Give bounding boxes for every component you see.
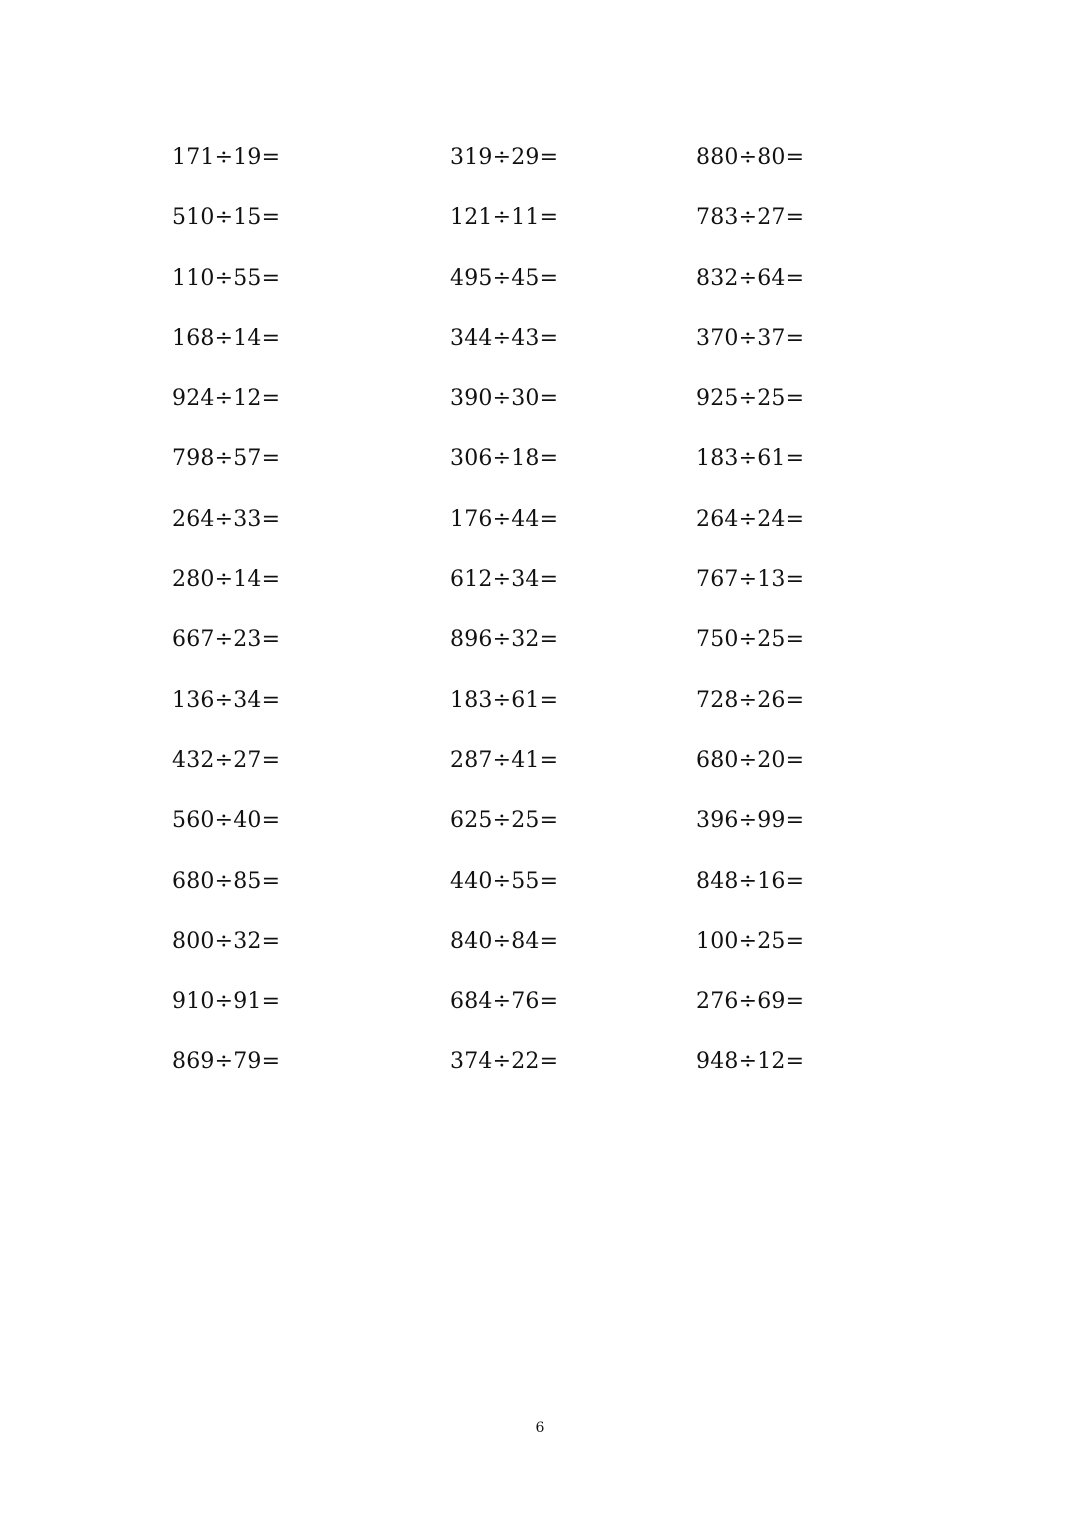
division-problem: 374÷22= (450, 1049, 559, 1075)
division-problem: 667÷23= (172, 627, 281, 653)
problem-grid (172, 138, 896, 1103)
division-problem: 510÷15= (172, 205, 281, 231)
division-problem: 798÷57= (172, 446, 281, 472)
division-problem: 896÷32= (450, 627, 559, 653)
division-problem: 396÷99= (696, 808, 805, 834)
division-problem: 680÷20= (696, 747, 805, 773)
division-problem: 495÷45= (450, 265, 559, 291)
division-problem: 264÷33= (172, 506, 281, 532)
division-problem: 183÷61= (450, 687, 559, 713)
division-problem: 680÷85= (172, 868, 281, 894)
division-problem: 344÷43= (450, 325, 559, 351)
division-problem: 910÷91= (172, 989, 281, 1015)
division-problem: 280÷14= (172, 567, 281, 593)
division-problem: 840÷84= (450, 928, 559, 954)
division-problem: 287÷41= (450, 747, 559, 773)
division-problem: 176÷44= (450, 506, 559, 532)
division-problem: 800÷32= (172, 928, 281, 954)
division-problem: 948÷12= (696, 1049, 805, 1075)
division-problem: 612÷34= (450, 567, 559, 593)
division-problem: 625÷25= (450, 808, 559, 834)
division-problem: 110÷55= (172, 265, 281, 291)
division-problem: 440÷55= (450, 868, 559, 894)
division-problem: 306÷18= (450, 446, 559, 472)
page-number: 6 (535, 1420, 545, 1436)
division-problem: 880÷80= (696, 145, 805, 170)
division-problem: 848÷16= (696, 868, 805, 894)
division-problem: 168÷14= (172, 325, 281, 351)
division-problem: 783÷27= (696, 205, 805, 231)
division-problem: 767÷13= (696, 567, 805, 593)
division-problem: 924÷12= (172, 386, 281, 412)
division-problem: 319÷29= (450, 145, 559, 170)
division-problem: 370÷37= (696, 325, 805, 351)
division-problem: 121÷11= (450, 205, 559, 231)
division-problem: 560÷40= (172, 808, 281, 834)
division-problem: 684÷76= (450, 989, 559, 1015)
division-problem: 183÷61= (696, 446, 805, 472)
division-problem: 728÷26= (696, 687, 805, 713)
division-problem: 832÷64= (696, 265, 805, 291)
division-problem: 432÷27= (172, 747, 281, 773)
division-problem: 750÷25= (696, 627, 805, 653)
division-problem: 136÷34= (172, 687, 281, 713)
division-problem: 100÷25= (696, 928, 805, 954)
division-problem: 171÷19= (172, 145, 281, 170)
division-problem: 925÷25= (696, 386, 805, 412)
division-problem: 869÷79= (172, 1049, 281, 1075)
division-problem: 390÷30= (450, 386, 559, 412)
division-problem: 264÷24= (696, 506, 805, 532)
division-problem: 276÷69= (696, 989, 805, 1015)
